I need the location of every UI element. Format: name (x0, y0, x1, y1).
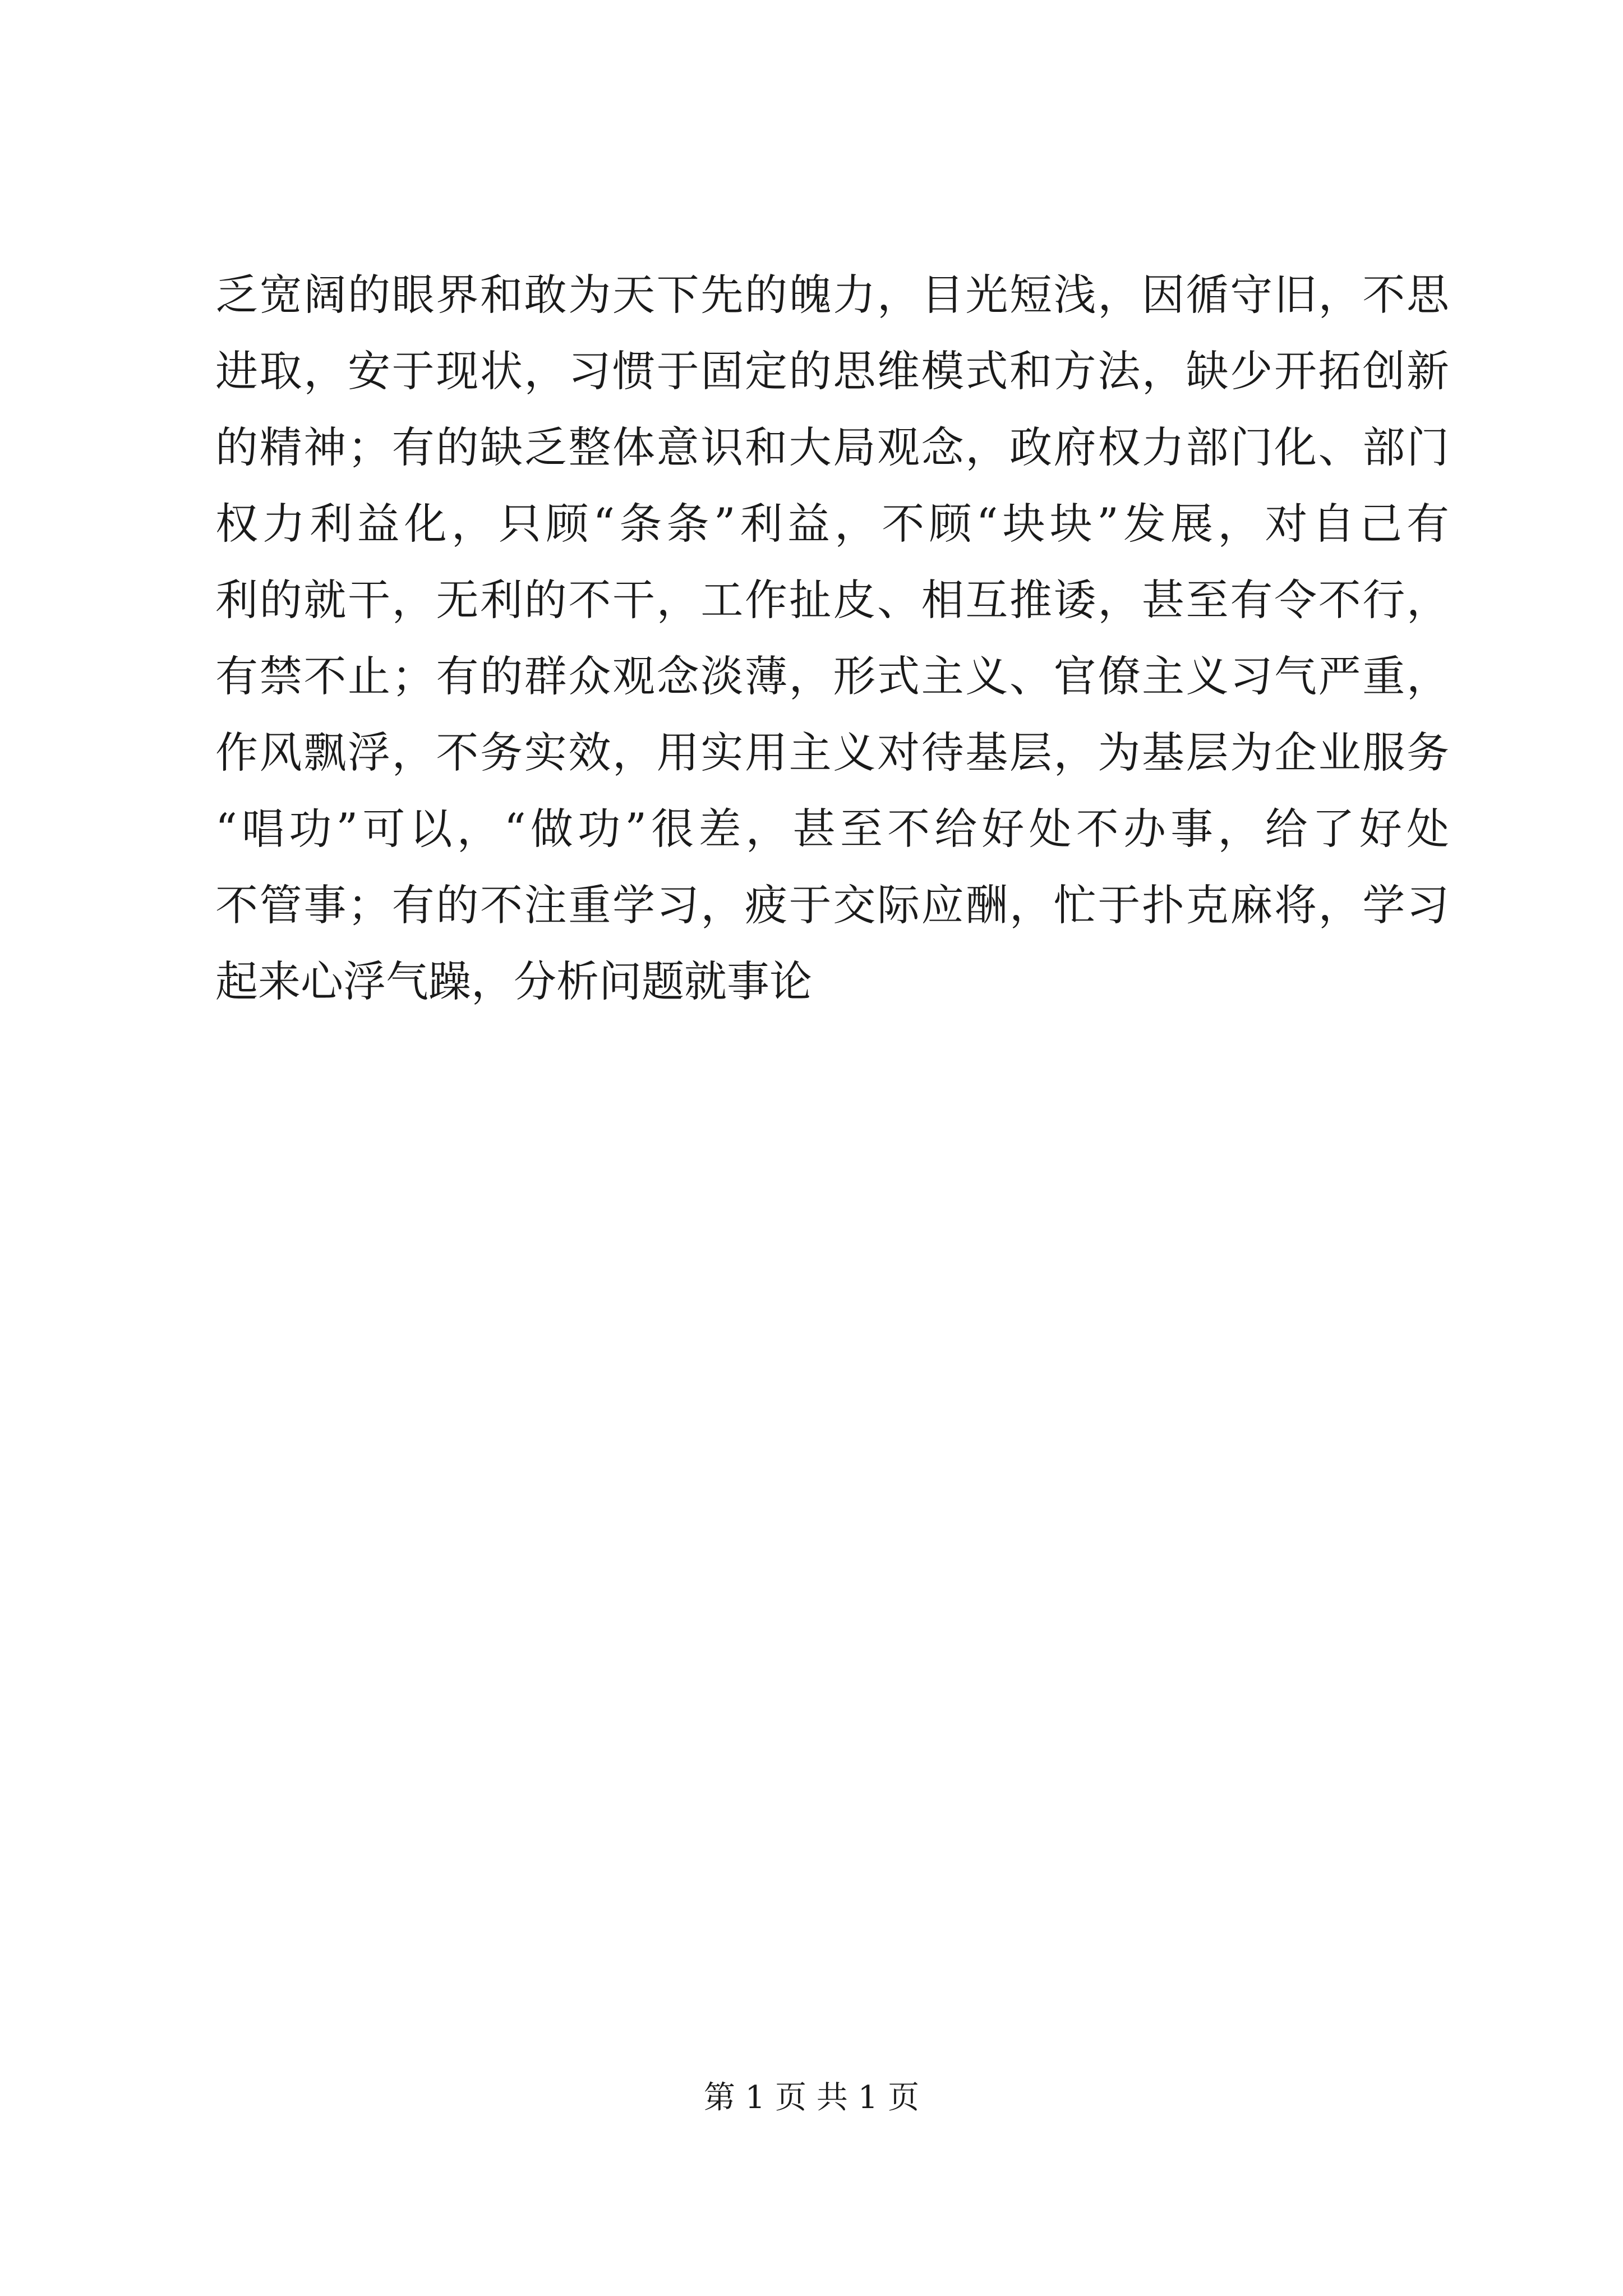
text-line: 利的就干，无利的不干，工作扯皮、相互推诿，甚至有令不行， (215, 575, 1449, 625)
page-number-footer: 第 1 页 共 1 页 (703, 2079, 920, 2116)
text-line: 进取，安于现状，习惯于固定的思维模式和方法，缺少开拓创新 (215, 346, 1449, 396)
body-paragraph (215, 257, 1449, 1020)
text-line: 不管事；有的不注重学习，疲于交际应酬，忙于扑克麻将，学习 (215, 880, 1449, 930)
text-line: 起来心浮气躁，分析问题就事论 (215, 956, 812, 1006)
text-line: “唱功”可以，“做功”很差，甚至不给好处不办事，给了好处 (215, 804, 1449, 854)
text-line: 有禁不止；有的群众观念淡薄，形式主义、官僚主义习气严重， (215, 651, 1449, 701)
text-line: 作风飘浮，不务实效，用实用主义对待基层，为基层为企业服务 (215, 728, 1449, 777)
text-line: 的精神；有的缺乏整体意识和大局观念，政府权力部门化、部门 (215, 422, 1449, 472)
text-line: 权力利益化，只顾“条条”利益，不顾“块块”发展，对自己有 (215, 499, 1449, 549)
text-line: 乏宽阔的眼界和敢为天下先的魄力，目光短浅，因循守旧，不思 (215, 270, 1449, 320)
